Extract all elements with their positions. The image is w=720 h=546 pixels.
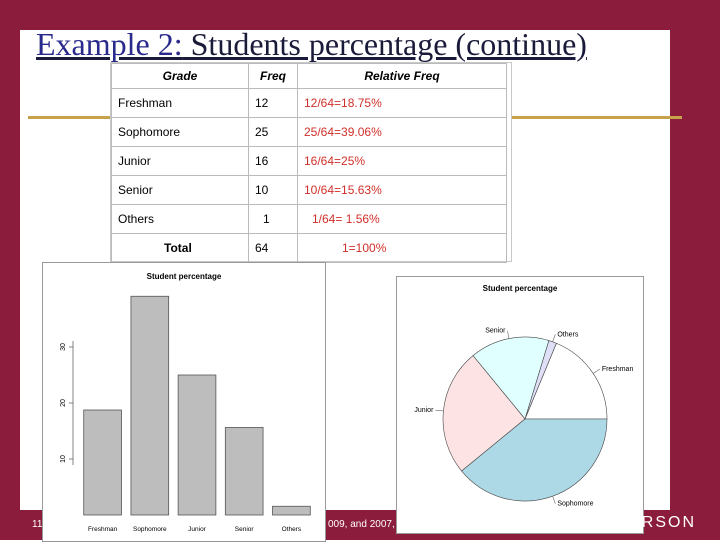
x-tick-label: Senior [234, 526, 254, 533]
bar [225, 427, 263, 515]
pearson-logo: PEARSON [603, 514, 696, 531]
table-row [112, 147, 507, 176]
table-row [112, 118, 507, 147]
left-divider-rule [28, 116, 112, 119]
page-number: 11 [32, 519, 43, 530]
pie-chart [397, 277, 643, 533]
cell-freq: 10 [249, 176, 298, 205]
pie-chart-title: Student percentage [482, 284, 558, 293]
cell-total-freq: 64 [249, 234, 298, 263]
table-row [112, 205, 507, 234]
copyright-footer: 009, and 2007, Pearson Education, Inc. [328, 519, 504, 530]
cell-relative-freq: 1/64= 1.56% [298, 205, 507, 234]
pie-chart-image [396, 276, 644, 534]
y-tick-label: 10 [60, 455, 67, 463]
cell-freq: 1 [249, 205, 298, 234]
bar-chart-title: Student percentage [146, 272, 222, 281]
pie-leader-line [435, 410, 443, 411]
pie-slice-label: Senior [485, 327, 506, 335]
left-accent-band [0, 0, 20, 540]
frequency-table-image [110, 62, 512, 262]
pie-leader-line [593, 369, 600, 373]
pie-slice-label: Sophomore [557, 500, 594, 508]
table-row [112, 89, 507, 118]
cell-freq: 25 [249, 118, 298, 147]
bar [84, 410, 122, 515]
pie-slice-label: Freshman [601, 365, 634, 373]
header-freq: Freq [249, 64, 298, 89]
cell-grade: Freshman [112, 89, 249, 118]
bar [131, 296, 169, 515]
pie-leader-line [553, 496, 556, 504]
table-row [112, 176, 507, 205]
frequency-table [111, 63, 507, 263]
pie-leader-line [507, 331, 509, 339]
title-text: Students percentage (continue) [182, 26, 587, 62]
table-header-row [112, 64, 507, 89]
x-tick-label: Freshman [87, 526, 118, 533]
cell-grade: Sophomore [112, 118, 249, 147]
table-row-total [112, 234, 507, 263]
slide-title [36, 26, 587, 63]
pie-leader-line [553, 334, 556, 342]
cell-relative-freq: 10/64=15.63% [298, 176, 507, 205]
bar-chart-image [42, 262, 326, 542]
cell-relative-freq: 12/64=18.75% [298, 89, 507, 118]
x-tick-label: Others [281, 526, 302, 533]
cell-relative-freq: 16/64=25% [298, 147, 507, 176]
cell-grade: Junior [112, 147, 249, 176]
cell-total-relative-freq: 1=100% [298, 234, 507, 263]
bar-chart [43, 263, 325, 541]
y-tick-label: 20 [60, 399, 67, 407]
cell-freq: 12 [249, 89, 298, 118]
cell-total-label: Total [112, 234, 249, 263]
y-tick-label: 30 [60, 343, 67, 351]
right-divider-rule [510, 116, 682, 119]
pie-slice-label: Junior [414, 407, 434, 415]
x-tick-label: Sophomore [132, 526, 167, 533]
cell-grade: Senior [112, 176, 249, 205]
header-grade: Grade [112, 64, 249, 89]
bar [273, 506, 311, 515]
right-accent-band [670, 0, 720, 540]
title-prefix: Example 2: [36, 26, 183, 62]
bar [178, 375, 216, 515]
cell-grade: Others [112, 205, 249, 234]
header-relative-freq: Relative Freq [298, 64, 507, 89]
cell-freq: 16 [249, 147, 298, 176]
x-tick-label: Junior [188, 526, 206, 533]
cell-relative-freq: 25/64=39.06% [298, 118, 507, 147]
pie-slice-label: Others [557, 331, 579, 339]
